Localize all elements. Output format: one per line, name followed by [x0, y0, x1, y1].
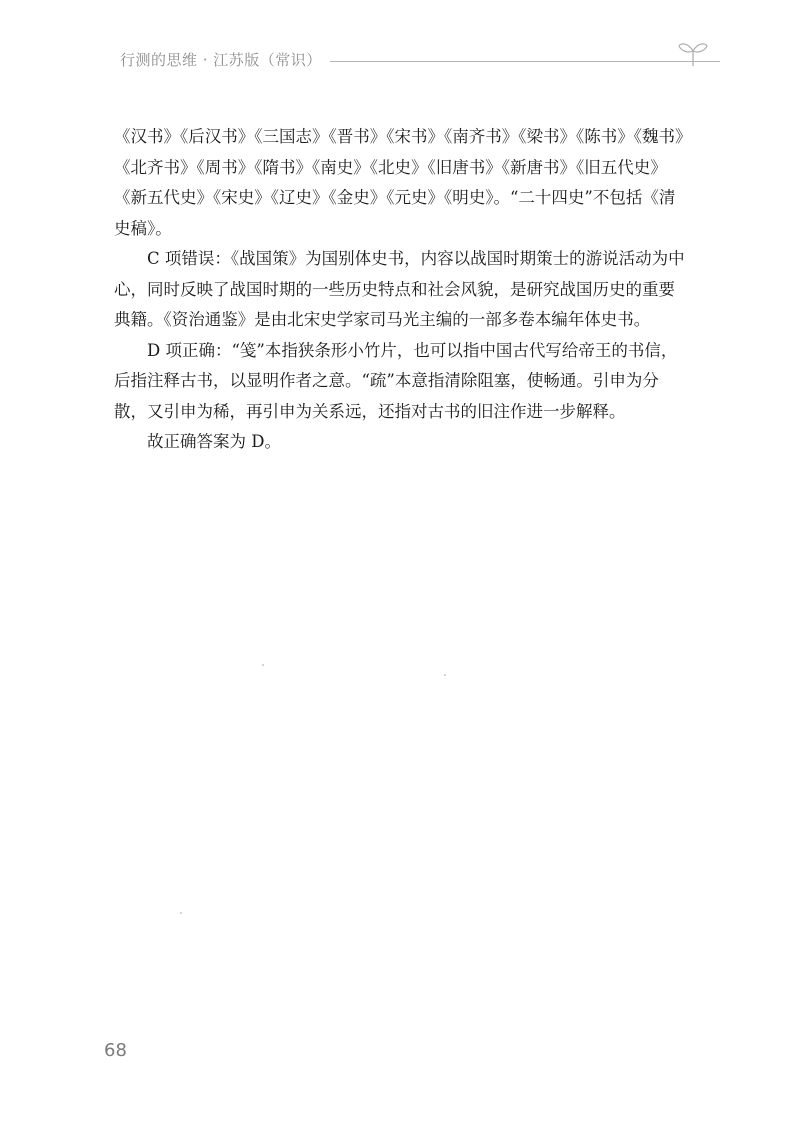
- scan-speck: [262, 664, 264, 666]
- sprout-icon: [676, 38, 710, 68]
- page-number: 68: [104, 1040, 127, 1061]
- scan-speck: [444, 674, 446, 676]
- running-header: [120, 44, 720, 74]
- paragraph-option-c: C 项错误：《战国策》为国别体史书，内容以战国时期策士的游说活动为中心，同时反映了战国时期的一些历史特点和社会风貌，是研究战国历史的重要典籍。《资治通鉴》是由北宋史学家司马光主编的一部多卷本编年体史书。: [114, 249, 685, 329]
- paragraph-book-list: 《汉书》《后汉书》《三国志》《晋书》《宋书》《南齐书》《梁书》《陈书》《魏书》《北齐书》《周书》《隋书》《南史》《北史》《旧唐书》《新唐书》《旧五代史》《新五代史》《宋史》《辽史》《金史》《元史》《明史》。“二十四史”不包括《清史稿》。: [114, 127, 684, 238]
- paragraph-option-d: D 项正确：“笺”本指狭条形小竹片，也可以指中国古代写给帝王的书信，后指注释古书，以显明作者之意。“疏”本意指清除阻塞，使畅通。引申为分散，又引申为稀，再引申为关系远，还指对古书的旧注作进一步解释。: [114, 340, 678, 421]
- main-text: [114, 122, 690, 458]
- scan-speck: [180, 912, 182, 914]
- header-rule: [330, 61, 720, 62]
- header-title: 行测的思维 · 江苏版（常识）: [120, 50, 322, 69]
- paragraph-answer: 故正确答案为 D。: [147, 432, 281, 451]
